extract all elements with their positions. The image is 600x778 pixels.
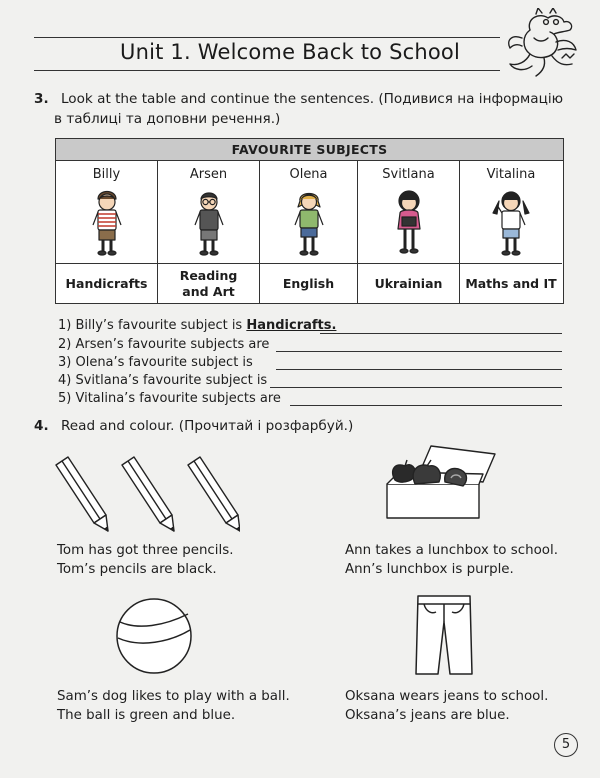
child-name: Svitlana — [382, 167, 435, 182]
header-rule-bottom — [34, 70, 500, 71]
pencils-icon — [50, 455, 240, 535]
subject-label — [158, 263, 259, 303]
sentence-text: 1) Billy’s favourite subject is — [58, 318, 247, 333]
sentence-1 — [58, 318, 336, 333]
subject-label: Maths and IT — [460, 263, 562, 303]
subject-label-line2: and Art — [182, 283, 235, 299]
boy-illustration-icon — [90, 187, 124, 257]
caption-line2: The ball is green and blue. — [57, 708, 236, 723]
child-name: Arsen — [189, 167, 228, 182]
caption-line1: Oksana wears jeans to school. — [345, 689, 549, 704]
caption-line2: Ann’s lunchbox is purple. — [345, 562, 514, 577]
caption-ball — [57, 687, 290, 725]
favourite-subjects-table — [55, 138, 564, 304]
lunchbox-icon — [383, 440, 501, 524]
caption-line2: Tom’s pencils are black. — [57, 562, 217, 577]
exercise-4-instruction-text: Read and colour. (Прочитай і розфарбуй.) — [60, 418, 354, 434]
caption-pencils — [57, 541, 233, 579]
table-column-billy — [56, 161, 158, 303]
girl-with-book-illustration-icon — [391, 187, 427, 257]
answer-line-2[interactable] — [276, 351, 562, 352]
exercise-4-instruction — [34, 416, 353, 436]
subject-label: English — [260, 263, 357, 303]
dragon-icon — [500, 8, 580, 80]
header-rule-top — [34, 37, 500, 38]
caption-lunchbox — [345, 541, 558, 579]
sentence-answer: Handicrafts. — [246, 318, 337, 333]
subject-label: Ukrainian — [358, 263, 459, 303]
subject-label-line1: Reading — [179, 267, 238, 283]
caption-line2: Oksana’s jeans are blue. — [345, 708, 510, 723]
sentence-4: 4) Svitlana’s favourite subject is — [58, 373, 268, 388]
child-name: Olena — [289, 167, 328, 182]
caption-line1: Ann takes a lunchbox to school. — [345, 543, 558, 558]
table-column-olena — [260, 161, 358, 303]
caption-jeans — [345, 687, 548, 725]
sentence-5: 5) Vitalina’s favourite subjects are — [58, 391, 281, 406]
jeans-icon — [412, 592, 476, 678]
page-title: Unit 1. Welcome Back to School — [120, 40, 461, 64]
caption-line1: Sam’s dog likes to play with a ball. — [57, 689, 290, 704]
girl-with-pigtails-illustration-icon — [491, 187, 531, 257]
boy-with-glasses-illustration-icon — [192, 187, 226, 257]
answer-line-4[interactable] — [270, 387, 562, 388]
caption-line1: Tom has got three pencils. — [57, 543, 234, 558]
answer-line-5[interactable] — [290, 405, 562, 406]
page-number: 5 — [554, 733, 578, 757]
girl-illustration-icon — [292, 187, 326, 257]
table-column-arsen — [158, 161, 260, 303]
exercise-3-instruction — [34, 89, 574, 129]
sentence-2: 2) Arsen’s favourite subjects are — [58, 337, 270, 352]
exercise-3-number: 3. — [34, 91, 49, 107]
child-name: Vitalina — [486, 167, 536, 182]
exercise-3-instruction-line1: Look at the table and continue the sentences. (Подивися на інформацію — [60, 91, 564, 107]
table-heading: FAVOURITE SUBJECTS — [56, 139, 563, 161]
exercise-4-number: 4. — [34, 418, 49, 434]
exercise-3-instruction-line2: в таблиці та доповни речення.) — [54, 111, 281, 127]
answer-line-1 — [320, 333, 562, 334]
child-name: Billy — [92, 167, 121, 182]
table-column-svitlana — [358, 161, 460, 303]
sentence-3: 3) Olena’s favourite subject is — [58, 355, 253, 370]
subject-label: Handicrafts — [56, 263, 157, 303]
table-column-vitalina — [460, 161, 562, 303]
answer-line-3[interactable] — [276, 369, 562, 370]
ball-icon — [114, 596, 194, 676]
